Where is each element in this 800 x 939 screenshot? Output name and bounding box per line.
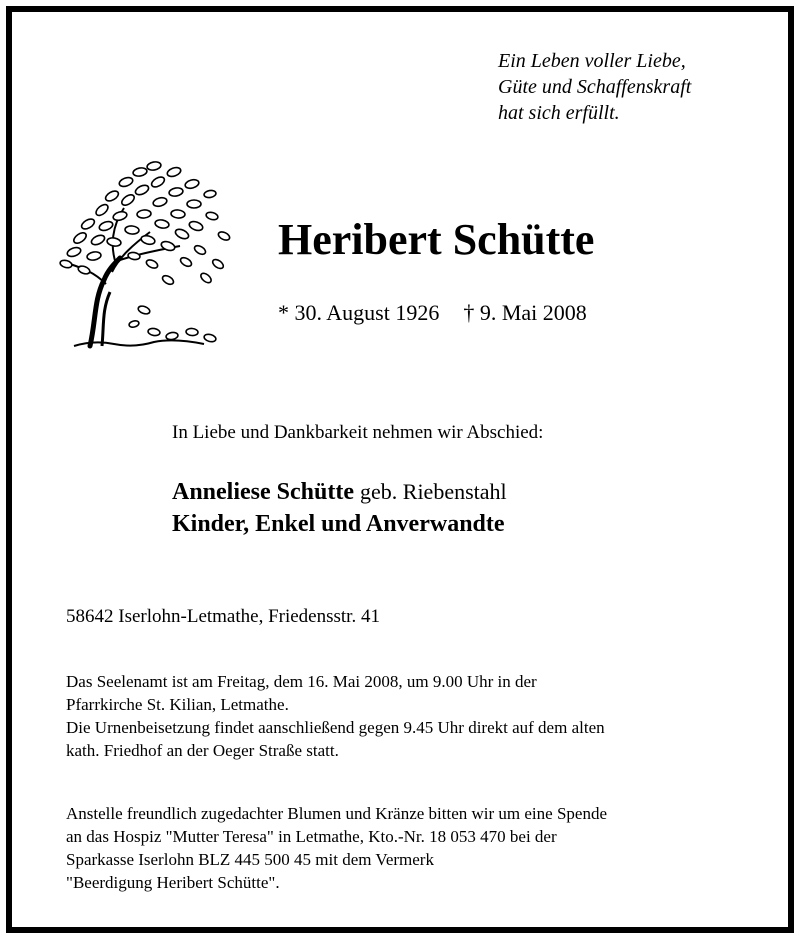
- donation-line-2: an das Hospiz "Mutter Teresa" in Letmathe, Kto.-Nr. 18 053 470 bei der: [66, 827, 557, 846]
- service-info: [66, 670, 605, 762]
- service-line-2: Pfarrkirche St. Kilian, Letmathe.: [66, 695, 289, 714]
- wind-blown-tree-icon: [54, 160, 234, 352]
- donation-line-1: Anstelle freundlich zugedachter Blumen und Kränze bitten wir um eine Spende: [66, 804, 607, 823]
- deceased-name: Heribert Schütte: [278, 215, 595, 264]
- service-line-4: kath. Friedhof an der Oeger Straße statt.: [66, 741, 339, 760]
- life-dates: [278, 300, 587, 326]
- farewell-text: In Liebe und Dankbarkeit nehmen wir Abschied:: [172, 422, 544, 443]
- mourners: [172, 476, 507, 540]
- address: 58642 Iserlohn-Letmathe, Friedensstr. 41: [66, 606, 380, 627]
- donation-line-4: "Beerdigung Heribert Schütte".: [66, 873, 280, 892]
- motto: [498, 48, 691, 126]
- mourner-family: Kinder, Enkel und Anverwandte: [172, 511, 505, 537]
- widow-name: Anneliese Schütte: [172, 479, 354, 505]
- motto-line-2: Güte und Schaffenskraft: [498, 76, 692, 98]
- widow-maiden-name: geb. Riebenstahl: [360, 479, 507, 504]
- mourner-widow-line: [172, 476, 507, 508]
- death-date: † 9. Mai 2008: [463, 300, 587, 325]
- service-line-3: Die Urnenbeisetzung findet aanschließend gegen 9.45 Uhr direkt auf dem alten: [66, 718, 605, 737]
- service-line-1: Das Seelenamt ist am Freitag, dem 16. Mai 2008, um 9.00 Uhr in der: [66, 672, 537, 691]
- birth-date: * 30. August 1926: [278, 300, 440, 325]
- obituary-frame: [6, 6, 794, 933]
- motto-line-1: Ein Leben voller Liebe,: [498, 50, 686, 72]
- donation-info: [66, 802, 607, 894]
- motto-line-3: hat sich erfüllt.: [498, 102, 620, 124]
- donation-line-3: Sparkasse Iserlohn BLZ 445 500 45 mit dem Vermerk: [66, 850, 434, 869]
